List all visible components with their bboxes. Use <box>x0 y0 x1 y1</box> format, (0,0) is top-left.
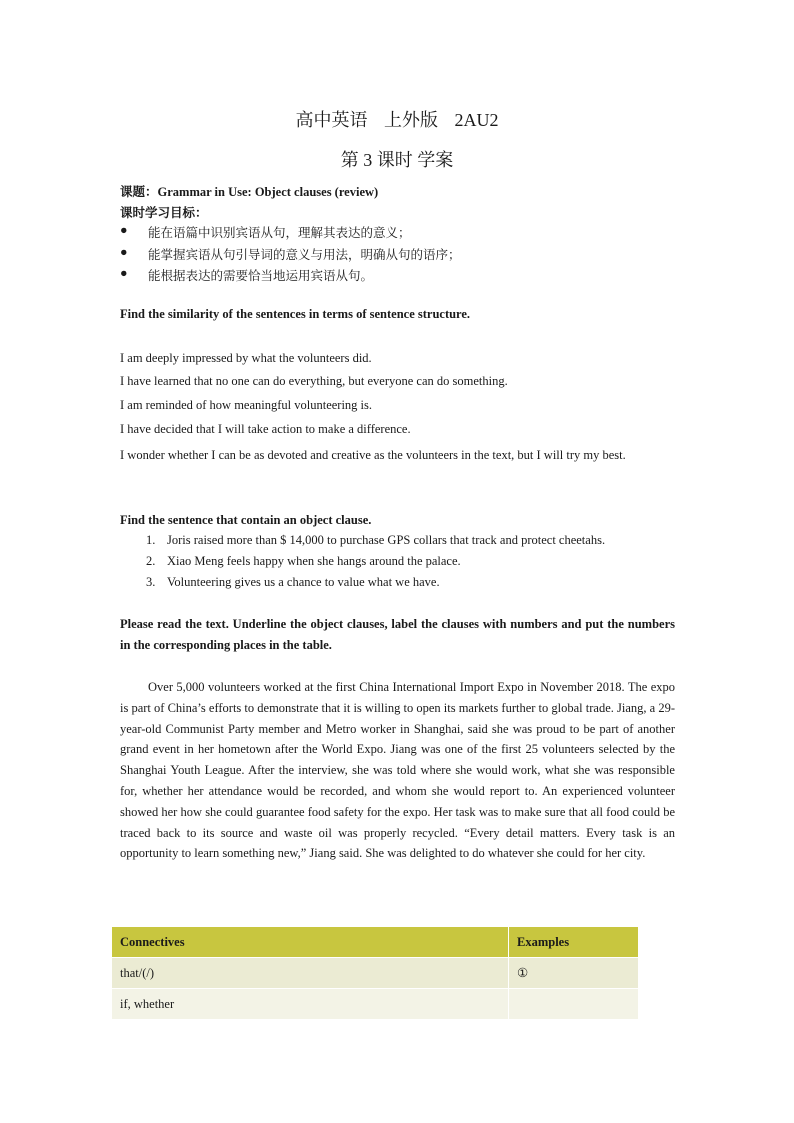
table-row <box>112 958 639 989</box>
worksheet-page: 高中英语 上外版 2AU2 第 3 课时 学案 课题：Grammar in Use: Object clauses (review) 课时学习目标： ● 能在语篇中识别宾语从句，理解其表达的意义； ● 能掌握宾语从句引导词的意义与用法，明确从句的语序； ● 能根据表达的需要恰当地运用宾语从句。 Find the similarity of the sentences in terms of sentence structure. I am deeply impressed by what the volunteers did. I have learned that no one can do everything, but everyone can do something. I am reminded of how meaningful volunteering is. I have decided that I will take action to make a difference. I wonder whether I can be as devoted and creative as the volunteers in the text, but I will try my best. Find the sentence that contain an object clause. 1. Joris raised more than $ 14,000 to purchase GPS collars that track and protect cheetahs. 2. Xiao Meng feels happy when she hangs around the palace. 3. Volunteering gives us a chance to value what we have. Please read the text. Underline the object clauses, label the clauses with numbers and put the numbers in the corresponding places in the table. Over 5,000 volunteers worked at the first China International Import Expo in November 2018. The expo is part of China’s efforts to demonstrate that it is willing to open its markets further to global trade. Jiang, a 29-year-old Communist Party member and Metro worker in Shanghai, said she was proud to be part of another grand event in her hometown after the World Expo. Jiang was one of the first 25 volunteers selected by the Shanghai Youth League. After the interview, she was told where she would work, what she was responsible for, whether her attendance would be recorded, and whom she would report to. An experienced volunteer showed her how she could guarantee food safety for the expo. Her task was to make sure that all food could be traced back to its source and waste oil was properly recycled. “Every detail matters. Every task is an opportunity to learn something new,” Jiang said. She was delighted to do whatever she could for her city. Connectives Examples that/(/) ① if, whether <box>0 0 794 1123</box>
sentence: I have decided that I will take action to make a difference. <box>120 422 411 436</box>
topic-label: 课题： <box>120 185 158 199</box>
title-unit: 2AU2 <box>454 110 499 130</box>
sentence: I have learned that no one can do everything, but everyone can do something. <box>120 374 508 388</box>
table-row <box>112 989 639 1020</box>
list-item: 1. Joris raised more than $ 14,000 to purchase GPS collars that track and protect cheetahs. <box>146 533 606 547</box>
topic-text: Grammar in Use: Object clauses (review) <box>157 185 379 199</box>
connective-cell: that/(/) <box>112 958 509 989</box>
example-cell[interactable] <box>509 989 639 1020</box>
page-subtitle: 第 3 课时 学案 <box>340 150 454 170</box>
sentence: I wonder whether I can be as devoted and creative as the volunteers in the text, but I will try my best. <box>120 448 626 462</box>
bullet-dot-icon: ● <box>120 245 128 259</box>
task2-instruction: Find the sentence that contain an object clause. <box>120 513 372 527</box>
connectives-table <box>111 926 639 1020</box>
table-header-row <box>112 927 639 958</box>
sentence: I am reminded of how meaningful volunteering is. <box>120 398 373 412</box>
page-title <box>0 106 794 132</box>
task3-instruction: Please read the text. Underline the object clauses, label the clauses with numbers and put the numbers in the corresponding places in the table. <box>120 617 675 652</box>
bullet-dot-icon: ● <box>120 223 128 237</box>
list-item: 3. Volunteering gives us a chance to value what we have. <box>146 575 440 589</box>
title-subject: 高中英语 <box>295 110 368 130</box>
header-connectives: Connectives <box>112 927 509 958</box>
goals-label: 课时学习目标： <box>120 206 208 220</box>
sentence: I am deeply impressed by what the volunteers did. <box>120 351 372 365</box>
task1-instruction: Find the similarity of the sentences in terms of sentence structure. <box>120 307 471 321</box>
bullet-dot-icon: ● <box>120 266 128 280</box>
lesson-topic <box>120 182 675 200</box>
connective-cell: if, whether <box>112 989 509 1020</box>
list-item: 2. Xiao Meng feels happy when she hangs around the palace. <box>146 554 461 568</box>
title-publisher: 上外版 <box>384 110 438 130</box>
header-examples: Examples <box>509 927 639 958</box>
example-cell[interactable]: ① <box>509 958 639 989</box>
reading-passage: Over 5,000 volunteers worked at the first China International Import Expo in November 2018. The expo is part of China’s efforts to demonstrate that it is willing to open its markets further to global trade. Jiang, a 29-year-old Communist Party member and Metro worker in Shanghai, said she was proud to be part of another grand event in her hometown after the World Expo. Jiang was one of the first 25 volunteers selected by the Shanghai Youth League. After the interview, she was told where she would work, what she was responsible for, whether her attendance would be recorded, and whom she would report to. An experienced volunteer showed her how she could guarantee food safety for the expo. Her task was to make sure that all food could be traced back to its source and waste oil was properly recycled. “Every detail matters. Every task is an opportunity to learn something new,” Jiang said. She was delighted to do whatever she could for her city. <box>120 680 675 861</box>
